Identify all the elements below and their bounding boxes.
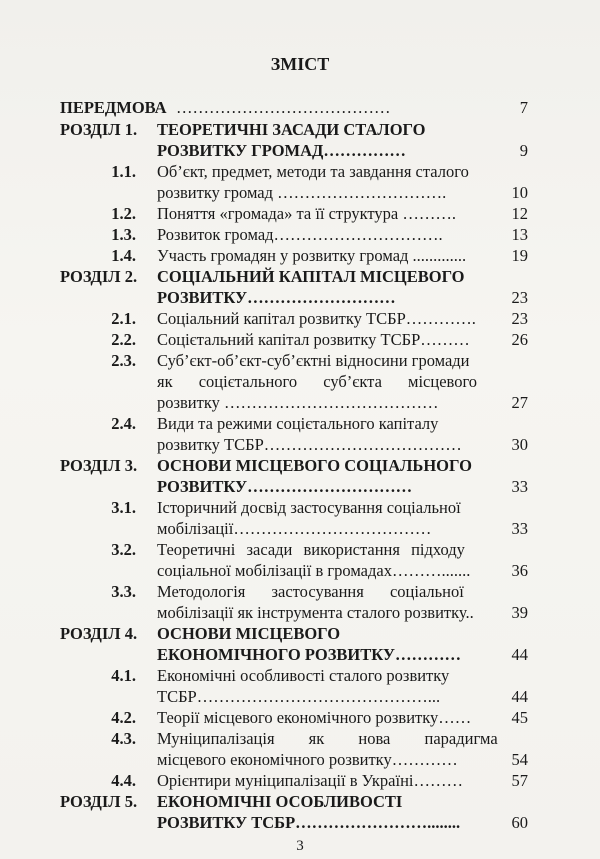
toc-text: ОСНОВИ МІСЦЕВОГО СОЦІАЛЬНОГО (157, 456, 472, 475)
toc-text: Участь громадян у розвитку громад ............. (157, 246, 467, 265)
toc-text: ТСБР……………………………………... (157, 687, 441, 706)
toc-page: 10 (511, 183, 528, 202)
toc-text: Соціальний капітал розвитку ТСБР…………. (157, 309, 476, 328)
toc-text: РОЗВИТКУ……………………… (157, 288, 396, 307)
toc-number: 2.1. (111, 309, 136, 328)
toc-text: РОЗВИТКУ………………………… (157, 477, 413, 496)
toc-label: РОЗДІЛ 1. (60, 120, 138, 139)
toc-text: ТЕОРЕТИЧНІ ЗАСАДИ СТАЛОГО (157, 120, 426, 139)
toc-text: Об’єкт, предмет, методи та завдання сталого (157, 162, 469, 181)
toc-page: 44 (511, 687, 528, 706)
toc-text: як соцієтального суб’єкта місцевого (157, 372, 478, 391)
toc-text: мобілізації……………………………… (157, 519, 432, 538)
toc-number: 3.1. (111, 498, 136, 517)
toc-number: 4.3. (111, 729, 136, 748)
toc-page: 26 (511, 330, 528, 349)
toc-page: 45 (511, 708, 528, 727)
toc-page: 39 (511, 603, 528, 622)
toc-text: Види та режими соцієтального капіталу (157, 414, 439, 433)
toc-page: 57 (511, 771, 528, 790)
toc-page: 54 (511, 750, 528, 769)
toc-text: РОЗВИТКУ ТСБР……………………........ (157, 813, 461, 832)
toc-label: РОЗДІЛ 2. (60, 267, 138, 286)
toc-text: ЕКОНОМІЧНОГО РОЗВИТКУ………… (157, 645, 461, 664)
toc-page: 23 (511, 288, 528, 307)
toc-page: 9 (519, 141, 528, 160)
toc-page: 7 (519, 98, 528, 117)
toc-text: Теорії місцевого економічного розвитку…… (157, 708, 472, 727)
toc-page: 60 (511, 813, 528, 832)
toc-page: 12 (511, 204, 528, 223)
toc-number: 1.3. (111, 225, 136, 244)
toc-text: розвитку ТСБР……………………………… (157, 435, 462, 454)
toc-label: РОЗДІЛ 3. (60, 456, 138, 475)
toc-number: 4.4. (111, 771, 136, 790)
toc-text: розвитку ………………………………… (157, 393, 439, 412)
toc-text: Історичний досвід застосування соціальної (157, 498, 461, 517)
toc-page: 36 (511, 561, 528, 580)
toc-page: 23 (511, 309, 528, 328)
toc-text: ОСНОВИ МІСЦЕВОГО (157, 624, 341, 643)
toc-text: Муніципалізація як нова парадигма (157, 729, 498, 748)
toc-page: 13 (511, 225, 528, 244)
toc-text: ЕКОНОМІЧНІ ОСОБЛИВОСТІ (157, 792, 403, 811)
toc-page: 27 (511, 393, 528, 412)
toc-text: РОЗВИТКУ ГРОМАД…………… (157, 141, 406, 160)
toc-page: 19 (511, 246, 528, 265)
toc-number: 4.1. (111, 666, 136, 685)
toc-number: 2.3. (111, 351, 136, 370)
toc-leader: ………………………………… (176, 98, 391, 117)
toc-label: РОЗДІЛ 5. (60, 792, 138, 811)
toc-number: 2.2. (111, 330, 136, 349)
toc-text: Суб’єкт-об’єкт-суб’єктні відносини громади (157, 351, 470, 370)
toc-page: 33 (511, 477, 528, 496)
toc-text: Орієнтири муніципалізації в Україні……… (157, 771, 463, 790)
toc-text: мобілізації як інструмента сталого розвитку.. (157, 603, 474, 622)
toc-number: 1.4. (111, 246, 136, 265)
toc-text: Методологія застосування соціальної (157, 582, 464, 601)
toc-text: Теоретичні засади використання підходу (157, 540, 465, 559)
toc-text: Поняття «громада» та її структура ………. (157, 204, 456, 223)
toc-text: СОЦІАЛЬНИЙ КАПІТАЛ МІСЦЕВОГО (157, 267, 465, 286)
toc-text: Економічні особливості сталого розвитку (157, 666, 450, 685)
toc-number: 1.1. (111, 162, 136, 181)
toc-text: соціальної мобілізації в громадах………....... (157, 561, 471, 580)
toc-label: РОЗДІЛ 4. (60, 624, 138, 643)
toc-number: 3.2. (111, 540, 136, 559)
toc-text: місцевого економічного розвитку………… (157, 750, 458, 769)
toc-text: Соцієтальний капітал розвитку ТСБР……… (157, 330, 470, 349)
toc-label: ПЕРЕДМОВА (60, 98, 167, 117)
toc-number: 2.4. (111, 414, 136, 433)
page-number: 3 (296, 838, 304, 854)
toc-number: 1.2. (111, 204, 136, 223)
toc-page: 33 (511, 519, 528, 538)
toc-number: 4.2. (111, 708, 136, 727)
page-title: ЗМІСТ (270, 54, 330, 74)
toc-page: 44 (511, 645, 528, 664)
toc-text: Розвиток громад…………………………. (157, 225, 443, 244)
toc-page: 30 (511, 435, 528, 454)
toc-number: 3.3. (111, 582, 136, 601)
toc-text: розвитку громад …………………………. (157, 183, 447, 202)
